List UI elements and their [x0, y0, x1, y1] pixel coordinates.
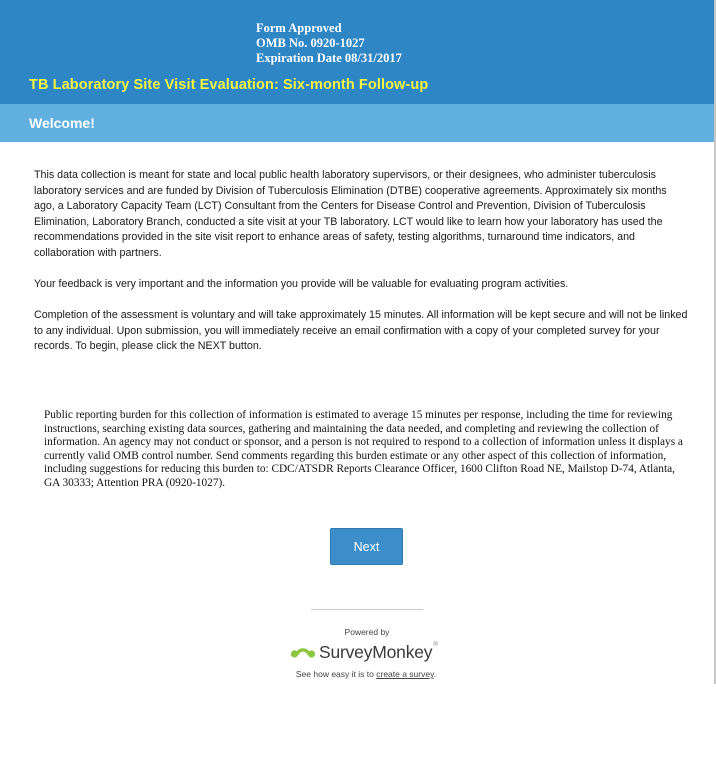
next-button[interactable]: Next — [330, 528, 403, 565]
brand-name: SurveyMonkey — [319, 641, 433, 662]
page-title-bar — [0, 104, 714, 142]
intro-paragraph-purpose: This data collection is meant for state and local public health laboratory supervisors, or their designees, who administer tuberculosis laboratory services and are funded by Division of Tuberculosis Elimination (DTBE) cooperative agreements. Approximately six months ago, a Laboratory Capacity Team (LCT) Consultant from the Centers for Disease Control and Prevention, Division of Tuberculosis Elimination, Laboratory Branch, conducted a site visit at your TB laboratory. LCT would like to learn how your laboratory has used the recommendations provided in the site visit report to enhance areas of safety, testing algorithms, turnaround time indicators, and collaboration with partners. — [34, 169, 667, 259]
omb-form-approved: Form Approved — [256, 21, 342, 35]
surveymonkey-brand — [319, 642, 438, 663]
tagline-suffix: . — [433, 669, 437, 679]
page-title: Welcome! — [29, 115, 95, 131]
registered-mark: ® — [433, 641, 438, 648]
survey-header — [0, 0, 714, 104]
omb-notice — [256, 21, 402, 66]
omb-number: OMB No. 0920-1027 — [256, 36, 365, 50]
footer-tagline — [0, 669, 716, 679]
surveymonkey-logo-icon — [290, 644, 316, 660]
intro-paragraph-completion: Completion of the assessment is voluntary and will take approximately 15 minutes. All information will be kept secure and will not be linked to any individual. Upon submission, you will immediately receive an email confirmation with a copy of your completed survey for your records. To begin, please click the NEXT button. — [34, 308, 688, 353]
omb-expiration-date: Expiration Date 08/31/2017 — [256, 51, 402, 65]
survey-title: TB Laboratory Site Visit Evaluation: Six-month Follow-up — [29, 77, 429, 93]
burden-statement: Public reporting burden for this collection of information is estimated to average 15 minutes per response, including the time for reviewing instructions, searching existing data sources, gathering and maintaining the data needed, and completing and reviewing the collection of information. An agency may not conduct or sponsor, and a person is not required to respond to a collection of information unless it displays a currently valid OMB control number. Send comments regarding this burden estimate or any other aspect of this collection of information, including suggestions for reducing this burden to: CDC/ATSDR Reports Clearance Officer, 1600 Clifton Road NE, Mailstop D-74, Atlanta, GA 30333; Attention PRA (0920-1027). — [44, 409, 683, 489]
footer-divider — [311, 609, 423, 610]
create-survey-link[interactable]: create a survey — [376, 669, 434, 679]
tagline-prefix: See how easy it is to — [295, 669, 374, 679]
surveymonkey-logo[interactable] — [290, 640, 438, 664]
intro-paragraph-feedback: Your feedback is very important and the information you provide will be valuable for evaluating program activities. — [34, 277, 569, 290]
intro-text — [34, 168, 689, 370]
powered-by-label: Powered by — [344, 627, 390, 637]
